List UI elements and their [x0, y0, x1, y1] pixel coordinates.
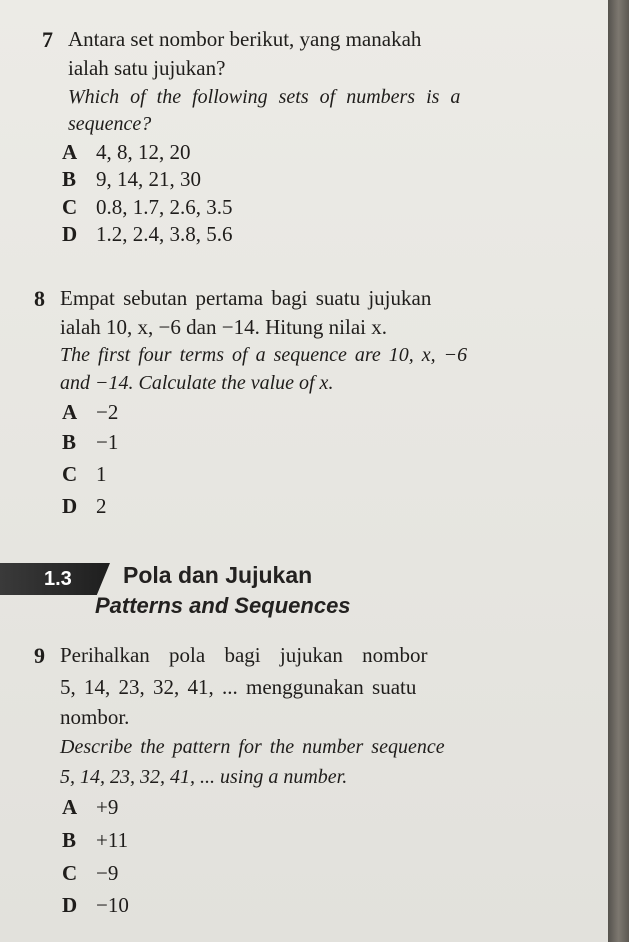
question-text-english: and −14. Calculate the value of x.: [60, 372, 334, 394]
question-number: 7: [42, 27, 53, 52]
question-text-malay: Empat sebutan pertama bagi suatu jujukan: [60, 286, 432, 310]
question-number: 9: [34, 643, 45, 668]
option-c[interactable]: C 1: [62, 462, 107, 486]
page-edge: [608, 0, 629, 942]
option-c[interactable]: C 0.8, 1.7, 2.6, 3.5: [62, 195, 233, 219]
question-text-malay: ialah 10, x, −6 dan −14. Hitung nilai x.: [60, 315, 387, 339]
question-text-english: 5, 14, 23, 32, 41, ... using a number.: [60, 766, 348, 788]
section-number: 1.3: [44, 568, 72, 590]
option-a[interactable]: A 4, 8, 12, 20: [62, 140, 191, 164]
question-text-english: The first four terms of a sequence are 10, x, −6: [60, 344, 468, 366]
option-d[interactable]: D 2: [62, 494, 107, 518]
section-subtitle: Patterns and Sequences: [95, 593, 351, 618]
question-text-malay: Perihalkan pola bagi jujukan nombor: [60, 643, 428, 667]
option-d[interactable]: D −10: [62, 893, 129, 917]
question-text-malay: nombor.: [60, 705, 130, 729]
option-b[interactable]: B +11: [62, 828, 129, 852]
question-text-english: Which of the following sets of numbers is a: [68, 86, 461, 108]
option-b[interactable]: B −1: [62, 430, 119, 454]
option-a[interactable]: A +9: [62, 795, 119, 819]
question-text-malay: ialah satu jujukan?: [68, 56, 226, 80]
option-d[interactable]: D 1.2, 2.4, 3.8, 5.6: [62, 222, 233, 246]
question-text-malay: Antara set nombor berikut, yang manakah: [68, 27, 422, 51]
option-c[interactable]: C −9: [62, 861, 119, 885]
question-number: 8: [34, 286, 45, 311]
question-text-malay: 5, 14, 23, 32, 41, ... menggunakan suatu: [60, 675, 417, 699]
question-text-english: Describe the pattern for the number sequence: [60, 736, 445, 758]
question-text-english: sequence?: [68, 113, 152, 135]
option-a[interactable]: A −2: [62, 400, 119, 424]
option-b[interactable]: B 9, 14, 21, 30: [62, 167, 201, 191]
section-title: Pola dan Jujukan: [123, 562, 313, 588]
